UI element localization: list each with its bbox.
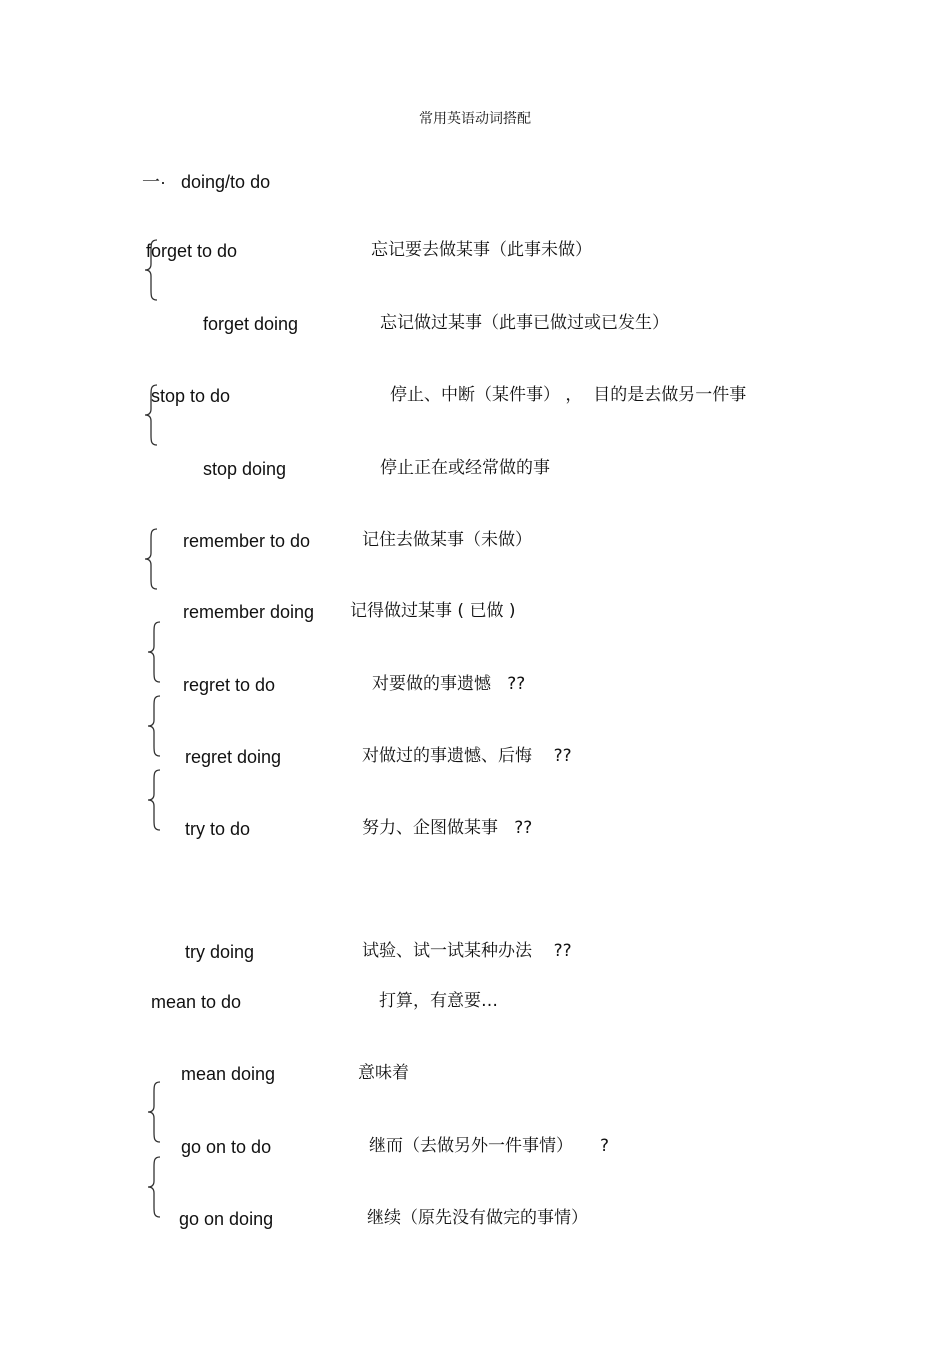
brace-icon: [145, 768, 163, 832]
meaning-forget-doing: 忘记做过某事（此事已做过或已发生）: [380, 313, 669, 333]
brace-icon: [142, 527, 160, 591]
meaning-forget-to-do: 忘记要去做某事（此事未做）: [371, 240, 592, 260]
phrase-try-to-do: try to do: [185, 819, 251, 839]
phrase-forget-doing: forget doing: [203, 314, 299, 334]
phrase-regret-to-do: regret to do: [183, 675, 276, 695]
meaning-regret-to-do: 对要做的事遗憾 ??: [372, 674, 526, 694]
phrase-mean-to-do: mean to do: [151, 992, 242, 1012]
meaning-mean-doing: 意味着: [358, 1063, 409, 1083]
document-title: 常用英语动词搭配: [419, 111, 531, 127]
meaning-try-doing: 试验、试一试某种办法 ??: [362, 941, 572, 961]
meaning-remember-doing: 记得做过某事 ( 已做 ): [350, 601, 516, 621]
phrase-stop-to-do: stop to do: [151, 386, 231, 406]
phrase-forget-to-do: forget to do: [146, 241, 238, 261]
phrase-stop-doing: stop doing: [203, 459, 287, 479]
meaning-remember-to-do: 记住去做某事（未做）: [362, 530, 532, 550]
phrase-remember-doing: remember doing: [183, 602, 315, 622]
brace-icon: [145, 620, 163, 684]
section-number: 一·: [142, 172, 166, 192]
meaning-try-to-do: 努力、企图做某事 ??: [362, 818, 533, 838]
meaning-stop-to-do: 停止、中断（某件事） ， 目的是去做另一件事: [390, 385, 747, 405]
meaning-go-on-to-do: 继而（去做另外一件事情） ?: [369, 1136, 610, 1156]
brace-icon: [145, 1080, 163, 1144]
section-heading-text: doing/to do: [181, 172, 271, 192]
phrase-go-on-doing: go on doing: [179, 1209, 274, 1229]
meaning-mean-to-do: 打算，有意要…: [379, 991, 498, 1011]
meaning-stop-doing: 停止正在或经常做的事: [380, 458, 550, 478]
phrase-try-doing: try doing: [185, 942, 255, 962]
phrase-mean-doing: mean doing: [181, 1064, 276, 1084]
meaning-regret-doing: 对做过的事遗憾、后悔 ??: [362, 746, 572, 766]
section-heading: [142, 168, 270, 194]
brace-icon: [145, 694, 163, 758]
phrase-regret-doing: regret doing: [185, 747, 282, 767]
phrase-go-on-to-do: go on to do: [181, 1137, 272, 1157]
brace-icon: [145, 1155, 163, 1219]
phrase-remember-to-do: remember to do: [183, 531, 311, 551]
meaning-go-on-doing: 继续（原先没有做完的事情）: [367, 1208, 588, 1228]
